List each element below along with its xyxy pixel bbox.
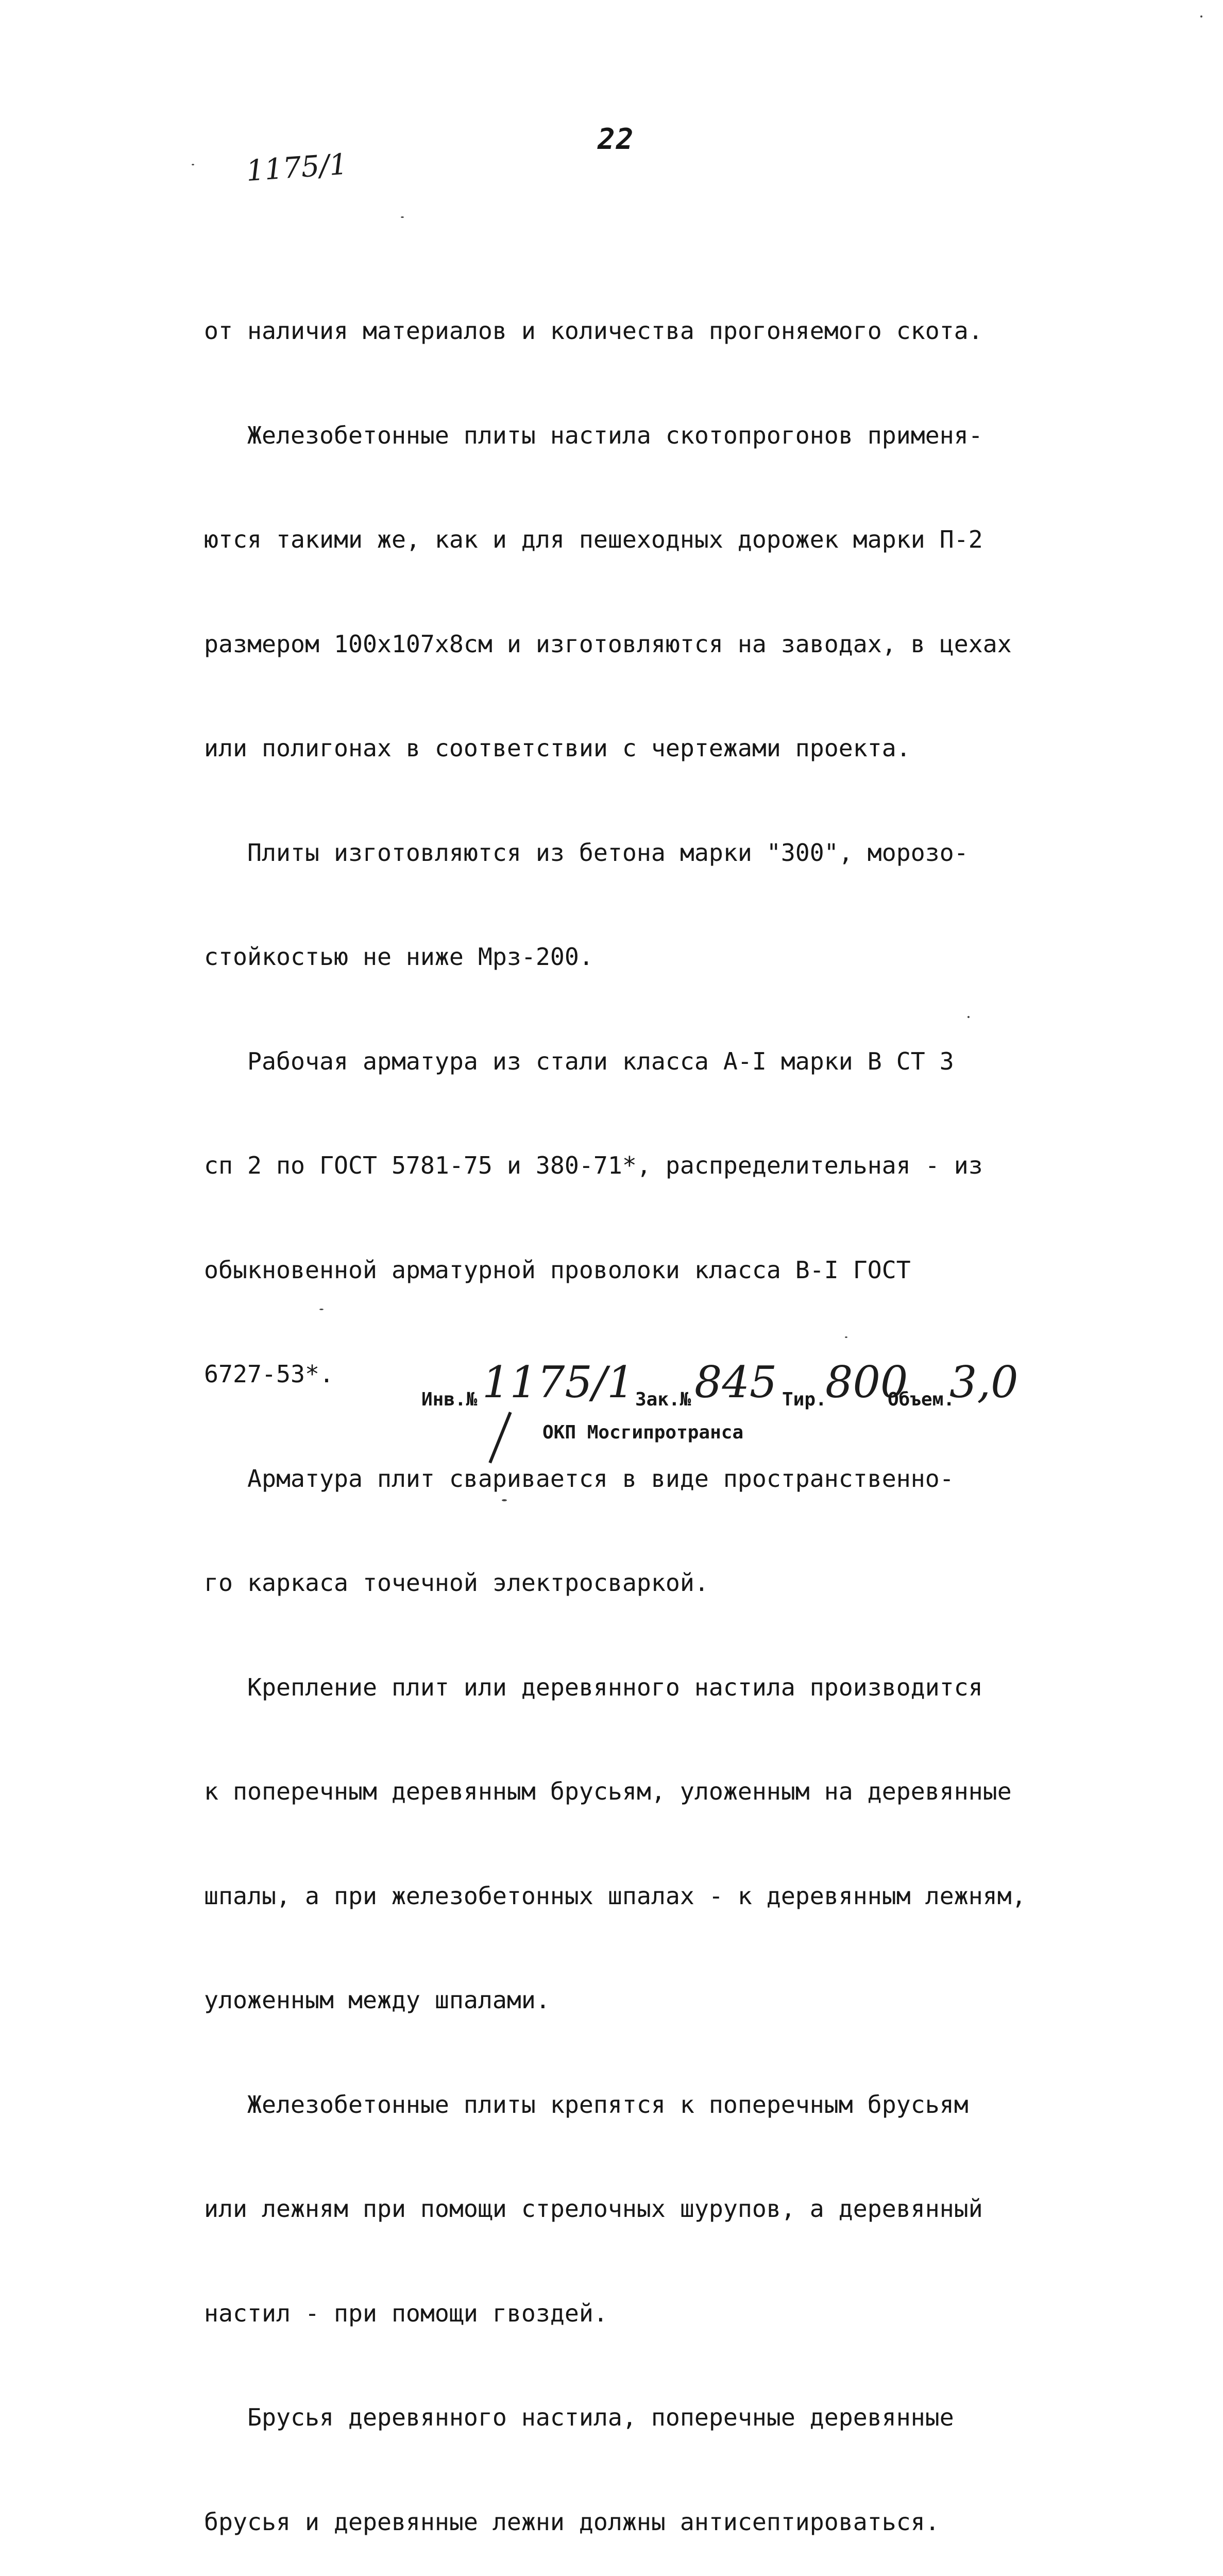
text-line: уложенным между шпалами. [204,1986,550,2014]
volume-value: 3,0 [949,1357,1018,1408]
text-line: го каркаса точечной электросваркой. [204,1569,709,1597]
text-line: Железобетонные плиты крепятся к поперечным брусьям [204,2090,969,2119]
text-line: размером 100х107х8см и изготовляются на заводах, в цехах [204,630,1012,658]
text-line: или лежням при помощи стрелочных шурупов, а деревянный [204,2195,983,2223]
text-line: Арматура плит сваривается в виде пространственно- [204,1464,954,1493]
text-line: шпалы, а при железобетонных шпалах - к деревянным лежням, [204,1882,1026,1910]
handwritten-reference: 1175/1 [245,147,349,188]
organization-name: ОКП Мосгипротранса [542,1422,744,1443]
scan-speck [502,1499,507,1501]
text-line: 6727-53*. [204,1360,334,1388]
scan-speck [192,164,194,165]
text-line: от наличия материалов и количества прогоняемого скота. [204,317,983,345]
text-line: Брусья деревянного настила, поперечные деревянные [204,2403,954,2431]
inv-label: Инв.№ [421,1389,478,1410]
scan-speck [845,1336,847,1338]
scan-speck [967,1016,970,1018]
text-line: Железобетонные плиты настила скотопрогонов применя- [204,421,983,449]
text-line: стойкостью не ниже Мрз-200. [204,943,593,971]
volume-label: Объем. [888,1389,955,1410]
text-line: или полигонах в соответствии с чертежами проекта. [204,734,911,762]
print-run-value: 800 [825,1357,908,1408]
text-line: настил - при помощи гвоздей. [204,2299,608,2327]
text-line: обыкновенной арматурной проволоки класса В-I ГОСТ [204,1256,911,1284]
scan-speck [319,1309,324,1310]
scan-speck [1200,15,1202,18]
order-value: 845 [694,1357,777,1408]
text-line: Крепление плит или деревянного настила производится [204,1673,983,1701]
inv-value: 1175/1 [482,1357,635,1408]
text-line: к поперечным деревянным брусьям, уложенным на деревянные [204,1777,1012,1805]
page-number: 22 [598,123,635,156]
text-line: брусья и деревянные лежни должны антисептироваться. [204,2507,940,2536]
text-line: сп 2 по ГОСТ 5781-75 и 380-71*, распределительная - из [204,1151,983,1179]
scan-speck [401,216,404,218]
text-line: Рабочая арматура из стали класса А-I марки В СТ 3 [204,1047,954,1075]
text-line: ются такими же, как и для пешеходных дорожек марки П-2 [204,526,983,553]
print-run-label: Тир. [782,1389,827,1410]
text-line: Плиты изготовляются из бетона марки "300", морозо- [204,838,969,867]
order-label: Зак.№ [635,1389,691,1410]
